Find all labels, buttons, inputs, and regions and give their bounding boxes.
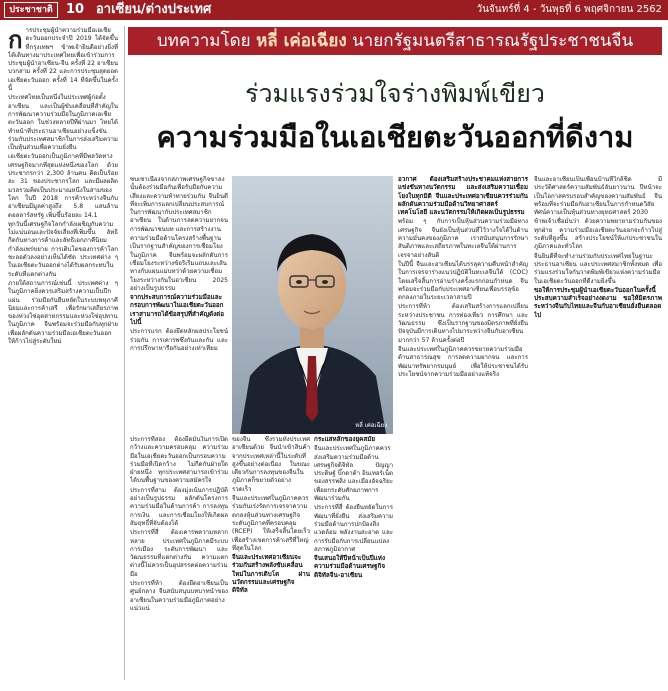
paragraph: ประการที่สี่ ต้องยืนหยัดในการพัฒนาที่ยั่งยืน ส่งเสริมความร่วมมือด้านการปกป้องสิ่งแวดล้อม พลังงานสะอาด และการรับมือกับการเปลี่ยนแปลงสภาพภูมิอากาศ (314, 504, 393, 553)
paragraph: ประการที่สาม ต้องมุ่งเน้นการปฏิบัติอย่างเป็นรูปธรรม ผลักดันโครงการความร่วมมือในด้านการค้า การลงทุน การเงิน และการเชื่อมโยงให้เกิดผลสัมฤทธิ์ที่จับต้องได้ (130, 486, 228, 527)
paragraph: ซบเซาเนื่องจากสภาพเศรษฐกิจขาลงนั้นต้องร่วมมือกันเพื่อรับมือกับความเสี่ยงและความท้าทายร่วมกัน จีนยินดีที่จะเพิ่มการแลกเปลี่ยนประสบการณ์ในการพัฒนากับประเทศสมาชิกอาเซียน ในด้านการลดความยากจน การพัฒนาชนบท และการสร้างงาน (130, 176, 228, 233)
author-name: หลี่ เค่อเฉียง (256, 31, 347, 51)
paragraph: ประการที่สอง ต้องยึดมั่นในการเปิดกว้างและความครอบคลุม ความร่วมมือในเอเชียตะวันออกเป็นกรอบความร่วมมือที่เปิดกว้าง ไม่กีดกันฝ่ายใดฝ่ายหนึ่ง ทุกประเทศสามารถเข้าร่วมได้บนพื้นฐานของความสมัครใจ (130, 436, 228, 485)
paragraph: ประเทศไทยเป็นหนึ่งในประเทศผู้ก่อตั้งอาเซียน และเป็นผู้ขับเคลื่อนที่สำคัญในการพัฒนาความร่วมมือในภูมิภาคเอเชียตะวันออก ในช่วงหลายปีที่ผ่านมา ไทยได้ทำหน้าที่ประธานอาเซียนอย่างแข็งขัน ร่วมกับประเทศสมาชิกในการส่งเสริมความเป็นหุ้นส่วนเพื่อความยั่งยืน (8, 94, 118, 152)
column-5 (398, 176, 528, 680)
paragraph: ประการที่ห้า ต้องยึดอาเซียนเป็นศูนย์กลาง จีนสนับสนุนบทบาทนำของอาเซียนในความร่วมมือภูมิภาคอย่างแน่วแน่ (130, 580, 228, 612)
paragraph: ทุกวันนี้เศรษฐกิจโลกกำลังเผชิญกับความไม่แน่นอนและปัจจัยเสี่ยงที่เพิ่มขึ้น ลัทธิกีดกันทางการค้าและลัทธิเอกภาคีนิยมกำลังแพร่ขยาย การเติบโตของการค้าโลกชะลอตัวลงอย่างเห็นได้ชัด ประเทศต่าง ๆ ในเอเชียตะวันออกต่างได้รับผลกระทบในระดับที่แตกต่างกัน (8, 220, 118, 278)
subheading: อวกาศ ต้องเสริมสร้างประชาคมแห่งสายการแข่งขันทางนวัตกรรม และส่งเสริมความเชื่อมโยงในทุกมิติ จีนและประเทศอาเซียนควรร่วมกันผลักดันความร่วมมือด้านวิทยาศาสตร์ เทคโนโลยี และนวัตกรรมให้เกิดผลเป็นรูปธรรม (398, 176, 528, 217)
headline-line-2: ความร่วมมือในเอเชียตะวันออกที่ดีงาม (156, 120, 634, 154)
byline-prefix: บทความโดย (156, 31, 251, 51)
paragraph: จีนและอาเซียนเป็นเพื่อนบ้านที่ใกล้ชิด มีประวัติศาสตร์ความสัมพันธ์อันยาวนาน ปีหน้าจะเป็นโอกาสครบรอบสำคัญของความสัมพันธ์ จีนพร้อมที่จะร่วมมือกับอาเซียนในการกำหนดวิสัยทัศน์ความเป็นหุ้นส่วนทางยุทธศาสตร์ 2030 (534, 176, 662, 217)
paragraph: ภายใต้สถานการณ์เช่นนี้ ประเทศต่าง ๆ ในภูมิภาคยิ่งควรเสริมสร้างความเป็นปึกแผ่น ร่วมมือกันยืนหยัดในระบบพหุภาคีนิยมและการค้าเสรี เพื่อรักษาเสถียรภาพของห่วงโซ่อุตสาหกรรมและห่วงโซ่อุปทานในภูมิภาค จีนพร้อมจะร่วมมือกับทุกฝ่ายเพื่อผลักดันความร่วมมือเอเชียตะวันออกให้ก้าวไปสู่ระดับใหม่ (8, 279, 118, 345)
section-title: อาเซียน/ต่างประเทศ (96, 2, 212, 17)
paragraph: จีนและประเทศในภูมิภาคควรร่วมกันเร่งรัดการเจรจาความตกลงหุ้นส่วนทางเศรษฐกิจระดับภูมิภาคที่ครอบคลุม (RCEP) ให้เสร็จสิ้นโดยเร็ว เพื่อสร้างเขตการค้าเสรีที่ใหญ่ที่สุดในโลก (232, 495, 310, 552)
column-2-bottom (130, 436, 228, 680)
portrait-illustration (232, 176, 393, 434)
paragraph: ของจีน ซึ่งรวมทั้งประเทศอาเซียนด้วย จีนนำเข้าสินค้าจากประเทศเหล่านี้ในระดับที่สูงขึ้นอย่างต่อเนื่อง ในขณะเดียวกันการลงทุนของจีนในภูมิภาคก็ขยายตัวอย่างรวดเร็ว (232, 436, 310, 493)
byline-banner (128, 27, 662, 55)
column-4 (314, 436, 393, 680)
column-2-top (130, 176, 228, 430)
paragraph: ในปีนี้ จีนและอาเซียนได้บรรลุความคืบหน้าสำคัญในการเจรจาร่างแนวปฏิบัติในทะเลจีนใต้ (COC) โดยเสร็จสิ้นการอ่านร่างครั้งแรกก่อนกำหนด จีนพร้อมจะร่วมมือกับประเทศอาเซียนเพื่อบรรลุข้อตกลงภายในระยะเวลาสามปี (398, 260, 528, 302)
closing-paragraph: ขอให้การประชุมผู้นำเอเชียตะวันออกในครั้งนี้ประสบความสำเร็จอย่างงดงาม ขอให้มิตรภาพระหว่างจีนกับไทยและจีนกับอาเซียนยั่งยืนตลอดไป (534, 286, 662, 319)
column-6 (534, 176, 662, 680)
author-title: นายกรัฐมนตรีสาธารณรัฐประชาชนจีน (352, 31, 634, 51)
paragraph: ประการที่สี่ ต้องเคารพความหลากหลาย ประเทศในภูมิภาคมีระบบการเมือง ระดับการพัฒนา และวัฒนธรรมที่แตกต่างกัน ความแตกต่างนี้ไม่ควรเป็นอุปสรรคต่อความร่วมมือ (130, 529, 228, 578)
subheading: จีนและประเทศอาเซียนจะร่วมกันสร้างพลังขับเคลื่อนใหม่ในการเติบโต ผ่านนวัตกรรมและเศรษฐกิจดิจิทัล (232, 554, 310, 595)
left-column (8, 27, 118, 680)
drop-cap: ก (8, 27, 23, 54)
column-divider (124, 26, 125, 680)
paragraph: จีนและประเทศในภูมิภาคควรขยายความร่วมมือด้านสาธารณสุข การลดความยากจน และการพัฒนาทรัพยากรมนุษย์ เพื่อให้ประชาชนได้รับประโยชน์จากความร่วมมืออย่างแท้จริง (398, 345, 528, 378)
subheading: จีนเสนอให้ปีหน้าเป็นปีแห่งความร่วมมือด้านเศรษฐกิจดิจิทัลจีน-อาเซียน (314, 555, 386, 579)
issue-date: วันจันทร์ที่ 4 - วันพุธที่ 6 พฤศจิกายน 2562 (476, 4, 662, 15)
page-number: 10 (66, 2, 85, 17)
paragraph: ความร่วมมือด้านโครงสร้างพื้นฐานเป็นรากฐานสำคัญของการเชื่อมโยงในภูมิภาค จีนพร้อมจะผลักดันการเชื่อมโยงระหว่างข้อริเริ่มแถบและเส้นทางกับแผนแม่บทว่าด้วยความเชื่อมโยงระหว่างกันในอาเซียน 2025 อย่างเป็นรูปธรรม (130, 235, 228, 292)
subheading: จากประสบการณ์ความร่วมมือและกรอบการพัฒนาในเอเชียตะวันออก เราสามารถได้ข้อสรุปที่สำคัญดังต่อไปนี้ (130, 294, 225, 327)
newspaper-logo: ประชาชาติ (4, 2, 58, 18)
paragraph: พร้อม ๆ กับการเป็นหุ้นส่วนความร่วมมือทางเศรษฐกิจ จีนยังเป็นหุ้นส่วนที่ไว้วางใจได้ในด้านความมั่นคงของภูมิภาค เราสนับสนุนการรักษาสันติภาพและเสถียรภาพในทะเลจีนใต้ผ่านการเจรจาอย่างสันติ (398, 218, 528, 259)
paragraph: จีนยินดีที่จะทำงานร่วมกับประเทศไทยในฐานะประธานอาเซียน และประเทศสมาชิกทั้งหมด เพื่อร่วมแรงร่วมใจกันวาดพิมพ์เขียวแห่งความร่วมมือในเอเชียตะวันออกที่ดีงามยิ่งขึ้น (534, 252, 662, 285)
paragraph: ประการแรก ต้องยึดหลักผลประโยชน์ร่วมกัน การเคารพซึ่งกันและกัน และการปรึกษาหารือกันอย่างเท่าเทียม (130, 328, 228, 352)
headline-line-1: ร่วมแรงร่วมใจร่างพิมพ์เขียว (245, 79, 545, 108)
subheading: กระแสหลักของยุคสมัย (314, 436, 376, 443)
paragraph: ข้าพเจ้าเชื่อมั่นว่า ด้วยความพยายามร่วมกันของทุกฝ่าย ความร่วมมือเอเชียตะวันออกจะก้าวไปสู่ระดับที่สูงขึ้น สร้างประโยชน์ให้แก่ประชาชนในภูมิภาคและทั่วโลก (534, 218, 662, 251)
portrait-photo (232, 176, 393, 434)
photo-caption: หลี่ เค่อเฉียง (355, 422, 387, 429)
column-3 (232, 436, 310, 680)
paragraph: ประการที่ห้า ต้องเสริมสร้างการแลกเปลี่ยนระหว่างประชาชน การท่องเที่ยว การศึกษา และวัฒนธรรม ซึ่งเป็นรากฐานของมิตรภาพที่ยั่งยืน ปัจจุบันมีการเดินทางไปมาระหว่างจีนกับอาเซียนมากกว่า 57 ล้านครั้งต่อปี (398, 303, 528, 344)
paragraph: ารประชุมผู้นำความร่วมมือเอเชียตะวันออกประจำปี 2019 ได้จัดขึ้นที่กรุงเทพฯ ข้าพเจ้ายินดีอย่างยิ่งที่ได้เดินทางมาประเทศไทยเพื่อเข้าร่วมการประชุมผู้นำอาเซียน-จีน ครั้งที่ 22 อาเซียนบวกสาม ครั้งที่ 22 และการประชุมสุดยอดเอเชียตะวันออก ครั้งที่ 14 ที่จัดขึ้นในครั้งนี้ (8, 27, 118, 93)
paragraph: เอเชียตะวันออกเป็นภูมิภาคที่มีพลวัตทางเศรษฐกิจมากที่สุดแห่งหนึ่งของโลก ด้วยประชากรกว่า 2,300 ล้านคน คิดเป็นร้อยละ 31 ของประชากรโลก และมีผลผลิตมวลรวมคิดเป็นประมาณหนึ่งในสามของโลก ในปี 2018 การค้าระหว่างจีนกับอาเซียนมีมูลค่าสูงถึง 5.8 แสนล้านดอลลาร์สหรัฐ เพิ่มขึ้นร้อยละ 14.1 (8, 153, 118, 219)
paragraph: จีนและประเทศในภูมิภาคควรส่งเสริมความร่วมมือด้านเศรษฐกิจดิจิทัล ปัญญาประดิษฐ์ บิ๊กดาต้า อินเทอร์เน็ตของสรรพสิ่ง และเมืองอัจฉริยะ เพื่อยกระดับศักยภาพการพัฒนาร่วมกัน (314, 445, 393, 503)
page-header (0, 0, 668, 20)
